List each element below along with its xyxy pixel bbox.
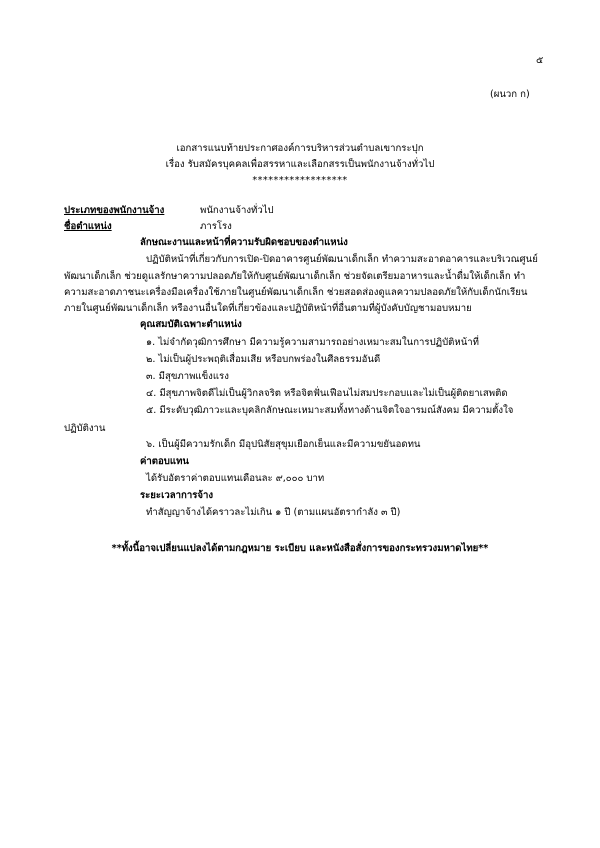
position-name-value: ภารโรง [200,221,232,232]
qualification-item: ๔. มีสุขภาพจิตดีไม่เป็นผู้วิกลจริต หรือจิตฟั่นเฟือนไม่สมประกอบและไม่เป็นผู้ติดยาเสพติด [146,388,508,399]
duties-heading: ลักษณะงานและหน้าที่ความรับผิดชอบของตำแหน่ง [140,237,348,248]
header-stars: ****************** [252,175,348,186]
employment-period-heading: ระยะเวลาการจ้าง [140,490,214,501]
duties-line: พัฒนาเด็กเล็ก ช่วยดูแลรักษาความปลอดภัยให้กับศูนย์พัฒนาเด็กเล็ก ช่วยจัดเตรียมอาหารและน้ำดื่มให้เด็กเล็ก ทำ [64,271,526,282]
qualification-item: ๖. เป็นผู้มีความรักเด็ก มีอุปนิสัยสุขุมเยือกเย็นและมีความขยันอดทน [146,439,421,450]
header-subject: เรื่อง รับสมัครบุคคลเพื่อสรรหาและเลือกสรรเป็นพนักงานจ้างทั่วไป [165,159,435,170]
employee-type-label: ประเภทของพนักงานจ้าง [64,205,165,216]
employment-period-text: ทำสัญญาจ้างได้คราวละไม่เกิน ๑ ปี (ตามแผนอัตรากำลัง ๓ ปี) [146,507,401,518]
appendix-label: (ผนวก ก) [490,89,530,100]
qualification-item: ๕. มีระดับวุฒิภาวะและบุคลิกลักษณะเหมาะสมทั้งทางด้านจิตใจอารมณ์สังคม มีความตั้งใจ [146,405,514,416]
duties-line: ปฏิบัติหน้าที่เกี่ยวกับการเปิด-ปิดอาคารศูนย์พัฒนาเด็กเล็ก ทำความสะอาดอาคารและบริเวณศูนย์ [146,254,538,265]
qualification-item: ๒. ไม่เป็นผู้ประพฤติเสื่อมเสีย หรือบกพร่องในศีลธรรมอันดี [146,354,381,365]
duties-line: ความสะอาดภาชนะเครื่องมือเครื่องใช้ภายในศูนย์พัฒนาเด็กเล็ก ช่วยสอดส่องดูแลความปลอดภัยให้กับเด็กนักเรียน [64,287,528,298]
qualification-item: ๓. มีสุขภาพแข็งแรง [146,371,229,382]
employee-type-value: พนักงานจ้างทั่วไป [200,205,274,216]
qualifications-heading: คุณสมบัติเฉพาะตำแหน่ง [140,319,242,330]
duties-line: ภายในศูนย์พัฒนาเด็กเล็ก หรืองานอื่นใดที่เกี่ยวข้องและปฏิบัติหน้าที่อื่นตามที่ผู้บังคับบัญชามอบหมาย [64,303,472,314]
compensation-text: ได้รับอัตราค่าตอบแทนเดือนละ ๙,๐๐๐ บาท [146,473,325,484]
footer-note: **ทั้งนี้อาจเปลี่ยนแปลงได้ตามกฎหมาย ระเบียบ และหนังสือสั่งการของกระทรวงมหาดไทย** [111,543,489,554]
page-number: ๕ [536,55,544,66]
header-title: เอกสารแนบท้ายประกาศองค์การบริหารส่วนตำบลเขากระปุก [176,143,424,154]
qualification-item-continued: ปฏิบัติงาน [64,423,106,434]
qualification-item: ๑. ไม่จำกัดวุฒิการศึกษา มีความรู้ความสามารถอย่างเหมาะสมในการปฏิบัติหน้าที่ [146,337,480,348]
position-name-label: ชื่อตำแหน่ง [64,221,112,232]
compensation-heading: ค่าตอบแทน [140,456,189,467]
